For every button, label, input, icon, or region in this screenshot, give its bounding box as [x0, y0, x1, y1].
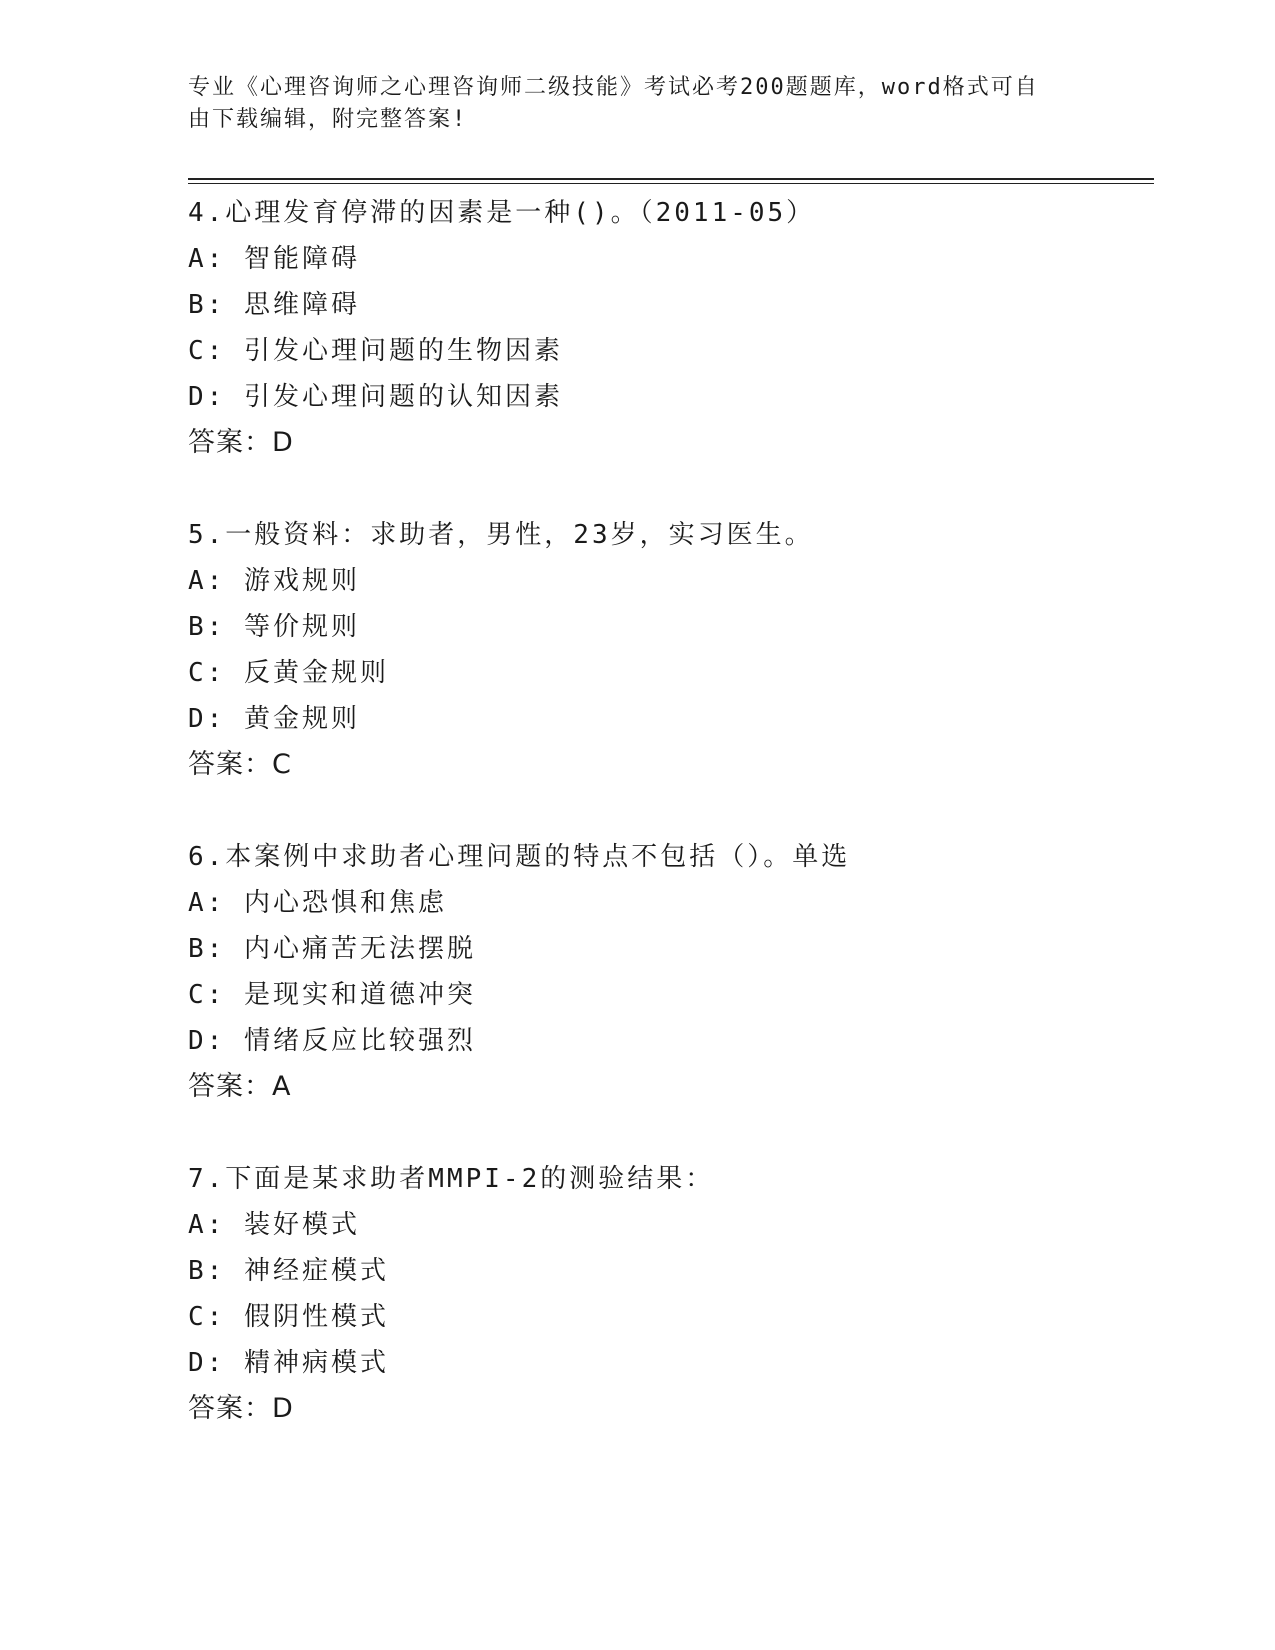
document-header	[188, 72, 1068, 136]
option-d: D: 黄金规则	[188, 704, 360, 734]
question-stem: 7.下面是某求助者MMPI-2的测验结果：	[188, 1164, 715, 1194]
question-stem: 4.心理发育停滞的因素是一种()。（2011-05）	[188, 198, 816, 228]
option-b: B: 神经症模式	[188, 1256, 389, 1286]
answer-line: 答案：C	[188, 749, 292, 780]
answer-line: 答案：A	[188, 1071, 292, 1102]
option-c: C: 引发心理问题的生物因素	[188, 336, 563, 366]
option-b: B: 思维障碍	[188, 290, 360, 320]
question-list	[188, 190, 1148, 1478]
answer-line: 答案：D	[188, 1393, 294, 1424]
header-line-2: 由下载编辑，附完整答案!	[188, 107, 468, 132]
answer-line: 答案：D	[188, 427, 294, 458]
header-divider-thick	[188, 178, 1154, 180]
option-c: C: 是现实和道德冲突	[188, 980, 476, 1010]
option-a: A: 游戏规则	[188, 566, 360, 596]
option-b: B: 等价规则	[188, 612, 360, 642]
question-item	[188, 1156, 1148, 1432]
option-a: A: 智能障碍	[188, 244, 360, 274]
question-item	[188, 834, 1148, 1110]
question-item	[188, 512, 1148, 788]
question-item	[188, 190, 1148, 466]
question-stem: 6.本案例中求助者心理问题的特点不包括（）。单选	[188, 842, 851, 872]
header-line-1: 专业《心理咨询师之心理咨询师二级技能》考试必考200题题库，word格式可自	[188, 75, 1039, 100]
option-b: B: 内心痛苦无法摆脱	[188, 934, 476, 964]
option-c: C: 假阴性模式	[188, 1302, 389, 1332]
option-d: D: 情绪反应比较强烈	[188, 1026, 476, 1056]
option-a: A: 装好模式	[188, 1210, 360, 1240]
option-d: D: 引发心理问题的认知因素	[188, 382, 563, 412]
header-divider-thin	[188, 183, 1154, 184]
question-stem: 5.一般资料：求助者，男性，23岁，实习医生。	[188, 520, 814, 550]
option-a: A: 内心恐惧和焦虑	[188, 888, 447, 918]
option-c: C: 反黄金规则	[188, 658, 389, 688]
option-d: D: 精神病模式	[188, 1348, 389, 1378]
